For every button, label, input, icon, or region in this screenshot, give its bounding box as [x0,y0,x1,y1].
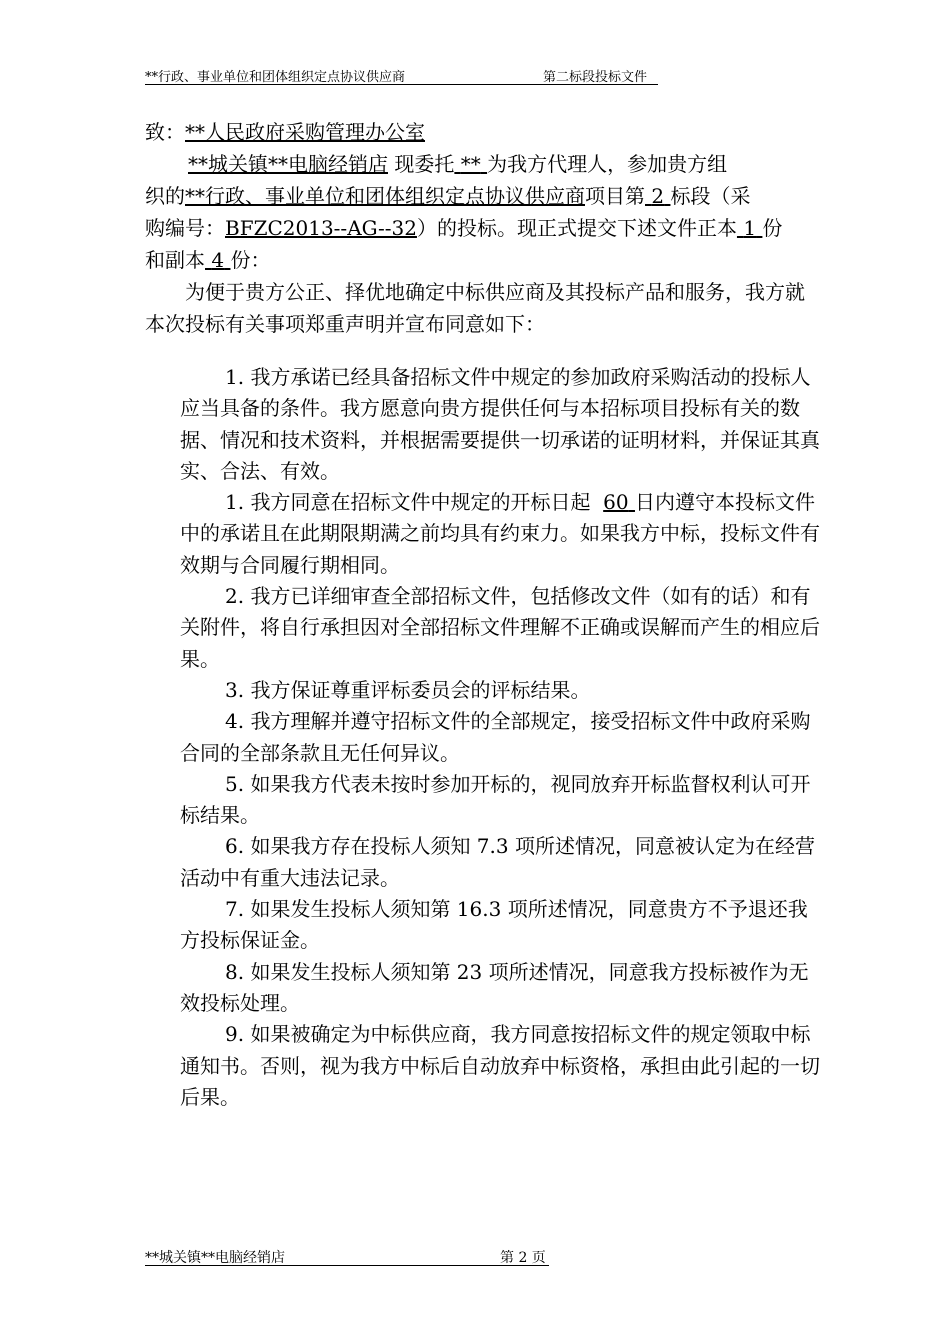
list-item: 7. 如果发生投标人须知第 16.3 项所述情况，同意贵方不予退还我方投标保证金。 [180,897,808,953]
list-item: 9. 如果被确定为中标供应商，我方同意按招标文件的规定领取中标通知书。否则，视为我方中标后自动放弃中标资格，承担由此引起的一切后果。 [180,1022,820,1109]
salutation-prefix: 致： [145,120,185,144]
intro-line-3: 购编号：BFZC2013--AG--32）的投标。现正式提交下述文件正本 1 份 [145,216,783,240]
list-item: 8. 如果发生投标人须知第 23 项所述情况，同意我方投标被作为无效投标处理。 [180,959,809,1015]
page-header [145,66,658,85]
header-left: **行政、事业单位和团体组织定点协议供应商 [145,70,406,85]
page-footer [145,1247,549,1266]
footer-left: **城关镇**电脑经销店 [145,1250,285,1266]
originals-count: 1 [743,216,757,240]
copies-count: 4 [211,248,225,272]
intro-line-4: 和副本 4 份： [145,248,271,272]
list-item: 5. 如果我方代表未按时参加开标的，视同放弃开标监督权利认可开标结果。 [180,771,811,828]
declaration-items [180,362,820,1113]
validity-days: 60 [603,490,629,515]
intro-line-2: 织的**行政、事业单位和团体组织定点协议供应商项目第 2 标段（采 [145,184,751,208]
list-item: 6. 如果我方存在投标人须知 7.3 项所述情况，同意被认定为在经营活动中有重大违法记录。 [180,834,815,890]
page-number: 第 2 页 [500,1250,546,1266]
letter-body [145,116,815,340]
procurement-code: BFZC2013--AG--32 [225,216,417,240]
list-item: 3. 我方保证尊重评标委员会的评标结果。 [225,677,591,702]
list-item: 2. 我方已详细审查全部招标文件，包括修改文件（如有的话）和有关附件，将自行承担因对全部招标文件理解不正确或误解而产生的相应后果。 [180,584,820,671]
intro-line-1: **城关镇**电脑经销店 现委托 ** 为我方代理人，参加贵方组 [188,152,728,176]
project-name: **行政、事业单位和团体组织定点协议供应商 [185,184,585,208]
section-number: 2 [651,184,665,208]
list-item: 4. 我方理解并遵守招标文件的全部规定，接受招标文件中政府采购合同的全部条款且无任何异议。 [180,709,811,765]
company-name: **城关镇**电脑经销店 [188,152,388,176]
list-item: 1. 我方承诺已经具备招标文件中规定的参加政府采购活动的投标人应当具备的条件。我方愿意向贵方提供任何与本招标项目投标有关的数据、情况和技术资料，并根据需要提供一切承诺的证明材料，并保证其真实、合法、有效。 [180,365,820,483]
salutation-recipient: **人民政府采购管理办公室 [185,120,425,144]
agent-name: ** [460,152,481,176]
salutation [145,116,815,148]
declaration-intro: 为便于贵方公正、择优地确定中标供应商及其投标产品和服务，我方就本次投标有关事项郑重声明并宣布同意如下： [145,280,805,336]
list-item: 1. 我方同意在招标文件中规定的开标日起 60 日内遵守本投标文件中的承诺且在此期限期满之前均具有约束力。如果我方中标，投标文件有效期与合同履行期相同。 [180,490,820,577]
header-right: 第二标段投标文件 [543,70,648,85]
